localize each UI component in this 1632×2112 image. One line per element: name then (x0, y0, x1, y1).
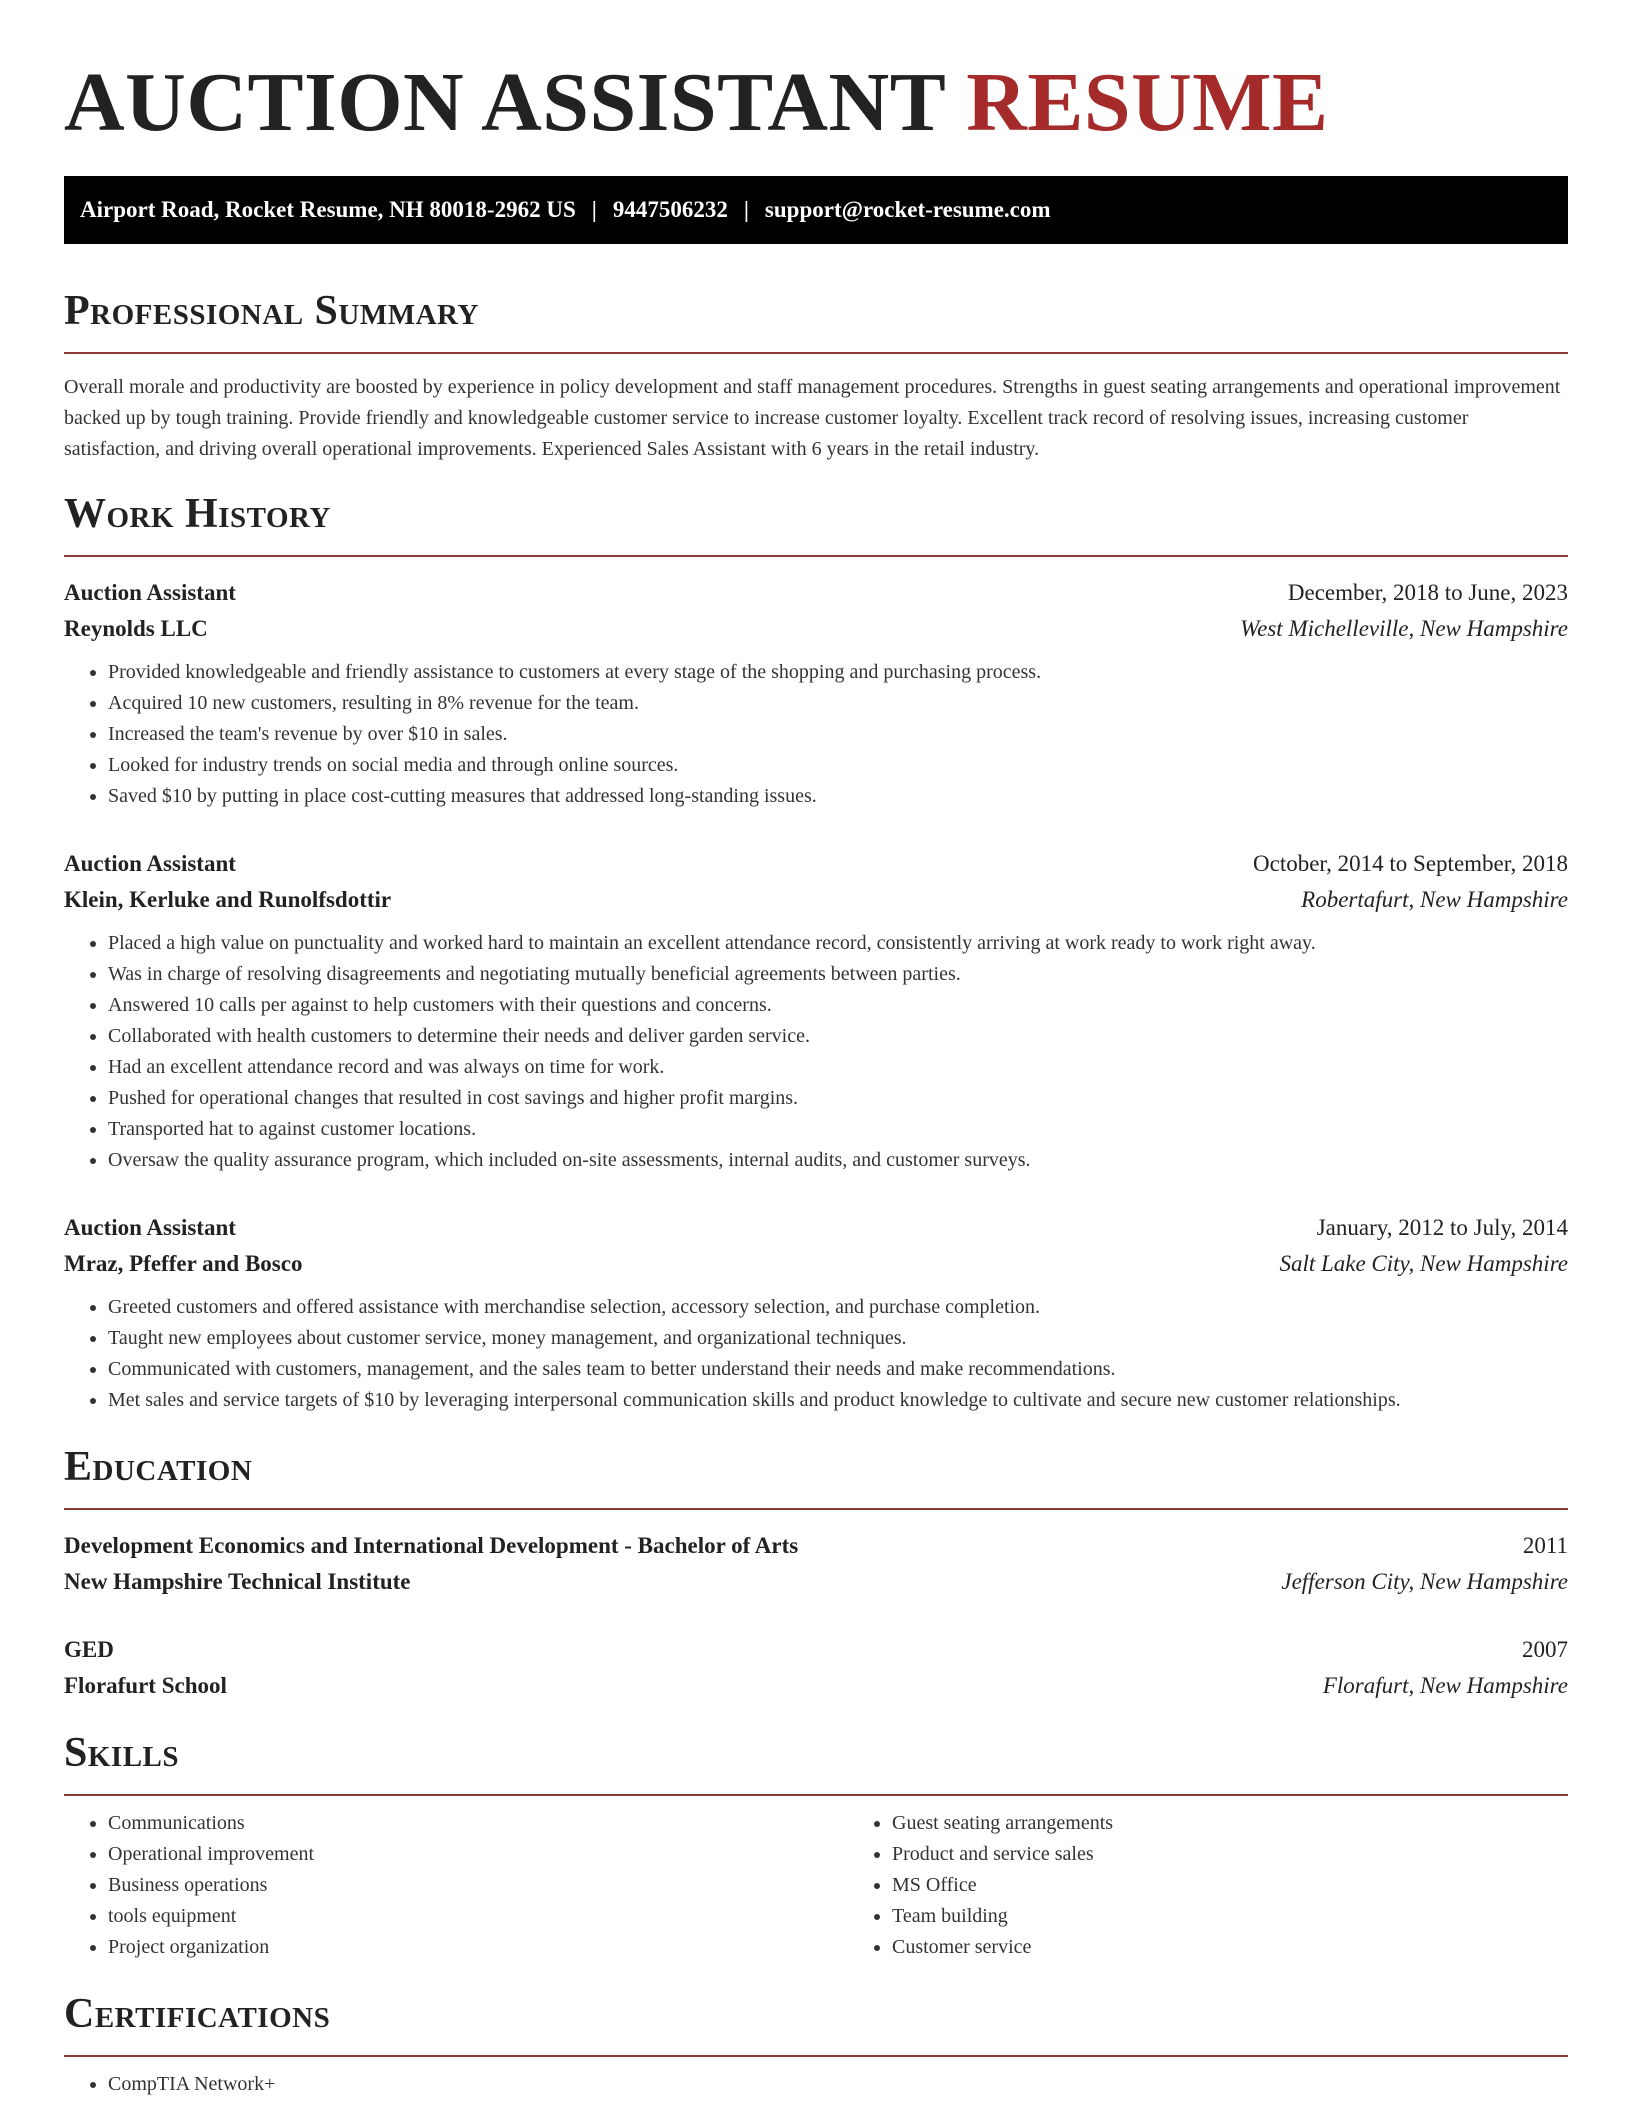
list-item: • Product and service sales (892, 1839, 1568, 1870)
contact-bar (64, 176, 1568, 244)
education-school: New Hampshire Technical Institute (64, 1569, 411, 1594)
list-item: • Taught new employees about customer service, money management, and organizational techniques. (108, 1323, 1568, 1354)
education-school-row (64, 1564, 1568, 1600)
job-dates: December, 2018 to June, 2023 (1287, 580, 1568, 605)
certifications-heading: Certifications (64, 1991, 331, 2037)
skills-list-left (64, 1808, 848, 1963)
education-degree-row (64, 1528, 1568, 1564)
section-divider (64, 352, 1568, 354)
list-item: • Met sales and service targets of $10 by leveraging interpersonal communication skills and product knowledge to cultivate and secure new customer relationships. (108, 1385, 1568, 1416)
title-main: AUCTION ASSISTANT (64, 56, 945, 149)
skills-list-right (848, 1808, 1568, 1963)
title-accent: RESUME (966, 56, 1329, 149)
education-location: Florafurt, New Hampshire (1322, 1673, 1568, 1698)
list-item: • Pushed for operational changes that resulted in cost savings and higher profit margins. (108, 1083, 1568, 1114)
certifications-list (64, 2069, 1568, 2100)
list-item: • Oversaw the quality assurance program, which included on-site assessments, internal audits, and customer surveys. (108, 1145, 1568, 1176)
list-item: • Guest seating arrangements (892, 1808, 1568, 1839)
job-bullets (64, 1292, 1568, 1416)
job-entry (64, 575, 1568, 812)
education-section (64, 1442, 1568, 1704)
list-item: • MS Office (892, 1870, 1568, 1901)
job-company-row (64, 611, 1568, 647)
job-company: Reynolds LLC (64, 616, 208, 641)
list-item: • Transported hat to against customer locations. (108, 1114, 1568, 1145)
education-location: Jefferson City, New Hampshire (1281, 1569, 1568, 1594)
summary-heading: Professional Summary (64, 288, 479, 334)
list-item: • tools equipment (108, 1901, 848, 1932)
contact-separator: | (743, 197, 749, 222)
section-divider (64, 2055, 1568, 2057)
list-item: • Operational improvement (108, 1839, 848, 1870)
section-divider (64, 1794, 1568, 1796)
list-item: • Acquired 10 new customers, resulting in 8% revenue for the team. (108, 688, 1568, 719)
education-year: 2007 (1522, 1637, 1568, 1662)
work-history-heading: Work History (64, 491, 331, 537)
job-company: Klein, Kerluke and Runolfsdottir (64, 887, 392, 912)
job-bullets (64, 928, 1568, 1176)
summary-section (64, 286, 1568, 465)
education-heading: Education (64, 1444, 253, 1490)
work-history-section (64, 489, 1568, 1416)
section-divider (64, 555, 1568, 557)
education-entry (64, 1528, 1568, 1600)
job-header-row (64, 1210, 1568, 1246)
education-entry (64, 1632, 1568, 1704)
job-title: Auction Assistant (64, 1215, 236, 1240)
job-bullets (64, 657, 1568, 812)
skills-grid (64, 1808, 1568, 1963)
list-item: • Was in charge of resolving disagreements and negotiating mutually beneficial agreements between parties. (108, 959, 1568, 990)
job-title: Auction Assistant (64, 580, 236, 605)
list-item: • Communicated with customers, management, and the sales team to better understand their needs and make recommendations. (108, 1354, 1568, 1385)
job-dates: January, 2012 to July, 2014 (1316, 1215, 1568, 1240)
contact-address: Airport Road, Rocket Resume, NH 80018-2962 US (80, 197, 576, 222)
job-header-row (64, 846, 1568, 882)
education-school: Florafurt School (64, 1673, 227, 1698)
summary-text: Overall morale and productivity are boosted by experience in policy development and staff management procedures. Strengths in guest seating arrangements and operational improvement backed up by tough training. Provide friendly and knowledgeable customer service to increase customer loyalty. Excellent track record of resolving issues, increasing customer satisfaction, and driving overall operational improvements. Experienced Sales Assistant with 6 years in the retail industry. (64, 376, 1561, 460)
section-divider (64, 1508, 1568, 1510)
job-company: Mraz, Pfeffer and Bosco (64, 1251, 303, 1276)
skills-section (64, 1728, 1568, 1963)
list-item: • Greeted customers and offered assistance with merchandise selection, accessory selection, and purchase completion. (108, 1292, 1568, 1323)
contact-separator: | (591, 197, 597, 222)
job-header-row (64, 575, 1568, 611)
list-item: • Looked for industry trends on social media and through online sources. (108, 750, 1568, 781)
contact-email[interactable]: support@rocket-resume.com (764, 197, 1051, 222)
education-school-row (64, 1668, 1568, 1704)
list-item: • Collaborated with health customers to determine their needs and deliver garden service. (108, 1021, 1568, 1052)
job-title: Auction Assistant (64, 851, 236, 876)
education-degree-row (64, 1632, 1568, 1668)
resume-title (64, 58, 1568, 148)
list-item: • Saved $10 by putting in place cost-cutting measures that addressed long-standing issues. (108, 781, 1568, 812)
list-item: • Communications (108, 1808, 848, 1839)
certifications-section (64, 1989, 1568, 2100)
job-company-row (64, 882, 1568, 918)
job-entry (64, 846, 1568, 1176)
resume-page (64, 0, 1568, 2100)
list-item: • Business operations (108, 1870, 848, 1901)
list-item: • Had an excellent attendance record and was always on time for work. (108, 1052, 1568, 1083)
job-entry (64, 1210, 1568, 1416)
list-item: • Answered 10 calls per against to help customers with their questions and concerns. (108, 990, 1568, 1021)
list-item: • Increased the team's revenue by over $10 in sales. (108, 719, 1568, 750)
skills-heading: Skills (64, 1730, 180, 1776)
job-location: Robertafurt, New Hampshire (1301, 887, 1568, 912)
list-item: • Placed a high value on punctuality and worked hard to maintain an excellent attendance record, consistently arriving at work ready to work right away. (108, 928, 1568, 959)
job-location: West Michelleville, New Hampshire (1240, 616, 1568, 641)
job-dates: October, 2014 to September, 2018 (1253, 851, 1568, 876)
education-year: 2011 (1522, 1533, 1568, 1558)
list-item: • Project organization (108, 1932, 848, 1963)
education-degree: Development Economics and International Development - Bachelor of Arts (64, 1533, 799, 1558)
education-degree: GED (64, 1637, 114, 1662)
list-item: • Team building (892, 1901, 1568, 1932)
list-item: • CompTIA Network+ (108, 2069, 1568, 2100)
list-item: • Provided knowledgeable and friendly assistance to customers at every stage of the shopping and purchasing process. (108, 657, 1568, 688)
list-item: • Customer service (892, 1932, 1568, 1963)
job-company-row (64, 1246, 1568, 1282)
contact-phone: 9447506232 (612, 197, 728, 222)
job-location: Salt Lake City, New Hampshire (1279, 1251, 1568, 1276)
